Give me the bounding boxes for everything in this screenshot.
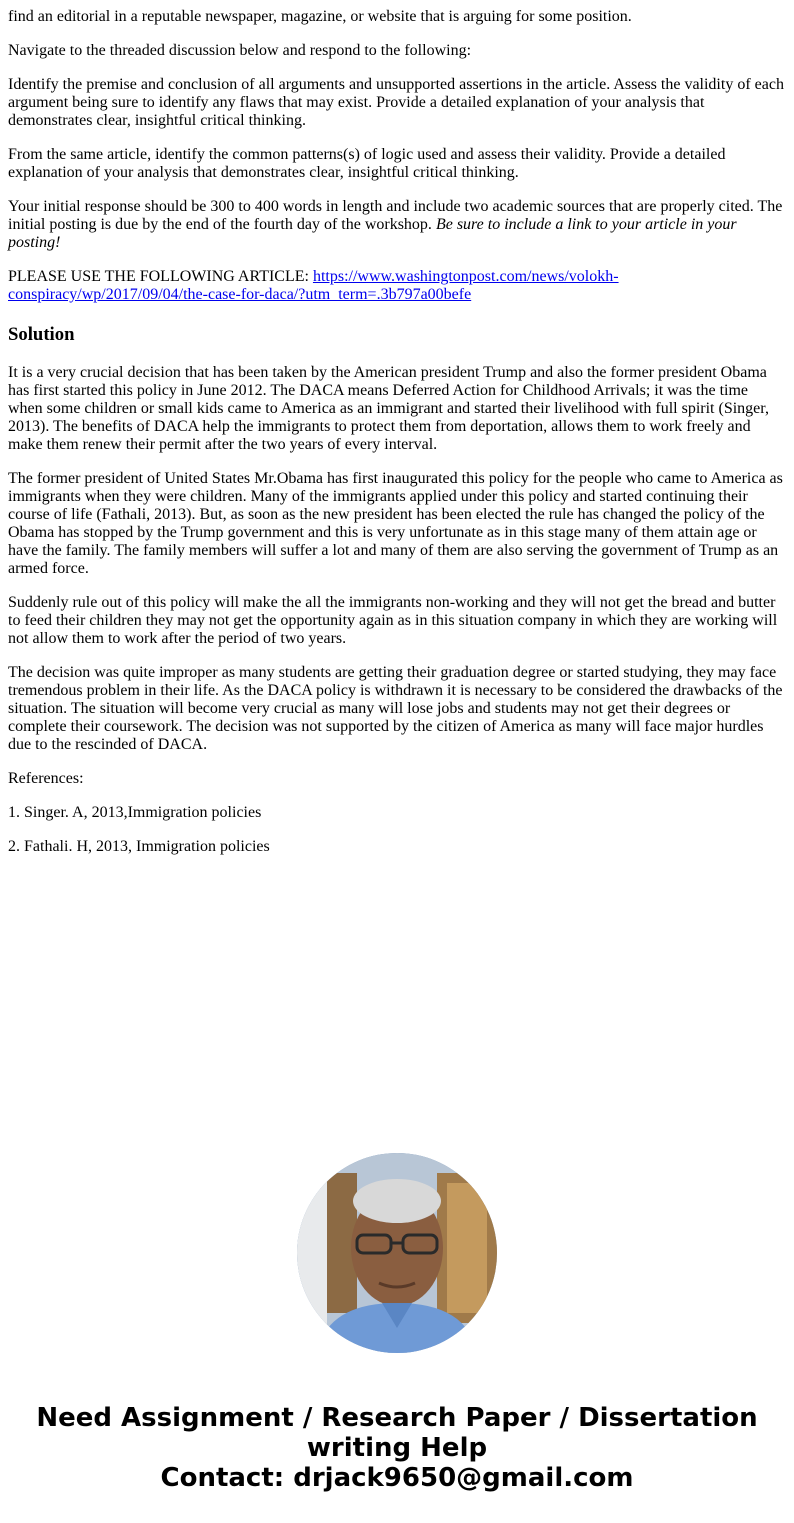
question-navigate: Navigate to the threaded discussion below and respond to the following:	[8, 42, 472, 59]
reference-item: 2. Fathali. H, 2013, Immigration policies	[8, 838, 270, 855]
question-requirements	[8, 198, 786, 252]
solution-paragraph: The former president of United States Mr.Obama has first inaugurated this policy for the people who came to America as immigrants when they were children. Many of the immigrants applied under this policy and started continuing their course of life (Fathali, 2013). But, as soon as the new president has been elected the rule has changed the policy of the Obama has stopped by the Trump government and this is very unfortunate as in this stage many of them attain age or have the family. The family members will suffer a lot and many of them are also serving the government of Trump as an armed force.	[8, 470, 783, 577]
solution-heading: Solution	[8, 324, 75, 345]
question-task-premise: Identify the premise and conclusion of all arguments and unsupported assertions in the article. Assess the validity of each argument being sure to identify any flaws that may exist. Provide a detailed explanation of your analysis that demonstrates clear, insightful critical thinking.	[8, 76, 784, 129]
avatar	[297, 1153, 497, 1353]
article-reference	[8, 268, 786, 304]
article-link[interactable]: https://www.washingtonpost.com/news/volokh-conspiracy/wp/2017/09/04/the-case-for-daca/?utm_term=.3b797a00befe	[8, 268, 619, 303]
article-label: PLEASE USE THE FOLLOWING ARTICLE:	[8, 268, 309, 285]
reference-item: 1. Singer. A, 2013,Immigration policies	[8, 804, 262, 821]
avatar-portrait-image	[297, 1153, 497, 1353]
solution-paragraph: It is a very crucial decision that has been taken by the American president Trump and also the former president Obama has first started this policy in June 2012. The DACA means Deferred Action for Childhood Arrivals; it was the time when some children or small kids came to America as an immigrant and started their livelihood with full spirit (Singer, 2013). The benefits of DACA help the immigrants to protect them from deportation, allows them to work freely and make them renew their permit after the two years of every interval.	[8, 364, 769, 453]
question-intro: find an editorial in a reputable newspaper, magazine, or website that is arguing for some position.	[8, 8, 632, 25]
question-task-patterns: From the same article, identify the common patterns(s) of logic used and assess their validity. Provide a detailed explanation of your analysis that demonstrates clear, insightful critical thinking.	[8, 146, 726, 181]
promo-contact-text: Contact: drjack9650@gmail.com	[160, 1463, 634, 1493]
requirements-text: Your initial response should be 300 to 400 words in length and include two academic sources that are properly cited. The initial posting is due by the end of the fourth day of the workshop.	[8, 198, 783, 233]
document-body	[8, 8, 786, 872]
references-label: References:	[8, 770, 84, 787]
solution-paragraph: Suddenly rule out of this policy will make the all the immigrants non-working and they will not get the bread and butter to feed their children they may not get the opportunity again as in this situation company in which they are working will not allow them to work after the period of two years.	[8, 594, 778, 647]
promo-help-text: Need Assignment / Research Paper / Dissertation writing Help	[36, 1403, 758, 1463]
requirements-italic-note: Be sure to include a link to your article in your posting!	[8, 216, 737, 251]
solution-paragraph: The decision was quite improper as many students are getting their graduation degree or started studying, they may face tremendous problem in their life. As the DACA policy is withdrawn it is necessary to be considered the drawbacks of the situation. The situation will become very crucial as many will lose jobs and students may not get their degrees or complete their coursework. The decision was not supported by the citizen of America as many will face major hurdles due to the rescinded of DACA.	[8, 664, 783, 753]
promo-banner	[0, 1403, 794, 1493]
